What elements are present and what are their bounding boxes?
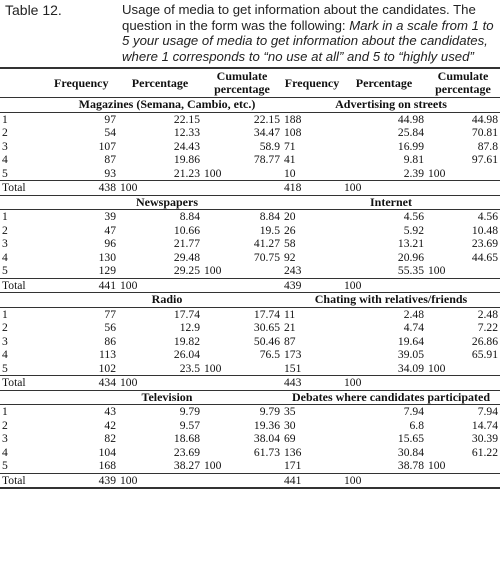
frequency-left-cell: 104 xyxy=(98,445,116,459)
percentage-right-cell: 38.78 xyxy=(397,459,424,472)
cumulate-right-cell: 14.74 xyxy=(471,418,498,432)
percentage-left-cell: 17.74 xyxy=(173,307,200,321)
scale-value-cell: 1 xyxy=(2,112,8,126)
table-row xyxy=(0,362,500,376)
total-frequency-right-cell: 439 xyxy=(282,278,342,293)
percentage-left-cell: 19.86 xyxy=(173,153,200,166)
total-percentage-left-cell: 100 xyxy=(118,376,202,391)
cumulate-right-cell: 23.69 xyxy=(471,237,498,250)
section-title-right: Advertising on streets xyxy=(282,98,500,113)
table-row xyxy=(0,251,500,265)
percentage-left-cell: 9.79 xyxy=(179,405,200,418)
table-row xyxy=(0,459,500,473)
cumulate-left-cell: 100 xyxy=(204,166,222,180)
scale-value-cell: 4 xyxy=(2,153,8,166)
percentage-right-cell: 7.94 xyxy=(403,405,424,418)
percentage-left-cell: 19.82 xyxy=(173,334,200,348)
total-percentage-right-cell: 100 xyxy=(342,473,426,488)
frequency-right-cell: 35 xyxy=(284,405,296,418)
header-blank xyxy=(0,68,52,98)
total-cumulate-right-cell xyxy=(426,278,500,293)
cumulate-left-cell: 100 xyxy=(204,361,222,375)
cumulate-left-cell: 17.74 xyxy=(253,307,280,321)
cumulate-right-cell: 10.48 xyxy=(471,223,498,237)
total-cumulate-left-cell xyxy=(202,473,282,488)
cumulate-left-cell: 9.79 xyxy=(259,405,280,418)
frequency-left-cell: 39 xyxy=(104,210,116,223)
total-percentage-left-cell: 100 xyxy=(118,473,202,488)
cumulate-right-cell: 100 xyxy=(428,459,446,472)
cumulate-left-cell: 22.15 xyxy=(253,112,280,126)
total-percentage-left-cell: 100 xyxy=(118,278,202,293)
frequency-left-cell: 86 xyxy=(104,334,116,348)
frequency-left-cell: 56 xyxy=(104,321,116,334)
cumulate-right-cell: 100 xyxy=(428,264,446,277)
frequency-left-cell: 107 xyxy=(98,139,116,153)
table-row xyxy=(0,112,500,126)
total-cumulate-right-cell xyxy=(426,473,500,488)
total-cumulate-right-cell xyxy=(426,181,500,196)
percentage-left-cell: 29.25 xyxy=(173,264,200,277)
header-row xyxy=(0,68,500,98)
cumulate-right-cell: 65.91 xyxy=(471,348,498,361)
table-row xyxy=(0,446,500,460)
percentage-right-cell: 4.56 xyxy=(403,210,424,223)
caption-plain-text: Usage of media to get information about the candidates. The question in the form was the following: xyxy=(122,2,476,33)
table-row xyxy=(0,237,500,251)
frequency-right-cell: 87 xyxy=(284,334,296,348)
scale-value-cell: 5 xyxy=(2,361,8,375)
frequency-left-cell: 77 xyxy=(104,307,116,321)
frequency-right-cell: 30 xyxy=(284,418,296,432)
cumulate-left-cell: 38.04 xyxy=(253,432,280,445)
total-frequency-right-cell: 441 xyxy=(282,473,342,488)
section-blank xyxy=(0,98,52,113)
cumulate-right-cell: 70.81 xyxy=(471,126,498,139)
frequency-left-cell: 87 xyxy=(104,153,116,166)
table-row xyxy=(0,307,500,321)
cumulate-left-cell: 41.27 xyxy=(253,237,280,250)
scale-value-cell: 2 xyxy=(2,321,8,334)
header-cumulate-right: Cumulate percentage xyxy=(426,68,500,98)
scale-value-cell: 3 xyxy=(2,432,8,445)
header-percentage-left: Percentage xyxy=(118,68,202,98)
percentage-right-cell: 16.99 xyxy=(397,139,424,153)
frequency-left-cell: 93 xyxy=(104,166,116,180)
cumulate-right-cell: 4.56 xyxy=(477,210,498,223)
table-row xyxy=(0,419,500,433)
section-header-row xyxy=(0,390,500,405)
percentage-right-cell: 2.39 xyxy=(403,166,424,180)
total-percentage-left-cell: 100 xyxy=(118,181,202,196)
table-row xyxy=(0,321,500,335)
percentage-right-cell: 4.74 xyxy=(403,321,424,334)
frequency-left-cell: 130 xyxy=(98,250,116,264)
cumulate-left-cell: 70.75 xyxy=(253,250,280,264)
scale-value-cell: 2 xyxy=(2,223,8,237)
cumulate-left-cell: 8.84 xyxy=(259,210,280,223)
percentage-left-cell: 26.04 xyxy=(173,348,200,361)
table-description xyxy=(122,2,498,64)
percentage-right-cell: 5.92 xyxy=(403,223,424,237)
total-cumulate-left-cell xyxy=(202,278,282,293)
frequency-right-cell: 243 xyxy=(284,264,302,277)
total-frequency-left-cell: 434 xyxy=(52,376,118,391)
frequency-right-cell: 188 xyxy=(284,112,302,126)
table-row xyxy=(0,224,500,238)
percentage-left-cell: 12.33 xyxy=(173,126,200,139)
total-row xyxy=(0,376,500,391)
section-title-left: Newspapers xyxy=(52,195,282,210)
frequency-left-cell: 54 xyxy=(104,126,116,139)
section-title-right: Chating with relatives/friends xyxy=(282,293,500,308)
frequency-left-cell: 129 xyxy=(98,264,116,277)
section-title-right: Internet xyxy=(282,195,500,210)
frequency-right-cell: 41 xyxy=(284,153,296,166)
percentage-left-cell: 18.68 xyxy=(173,432,200,445)
percentage-left-cell: 23.5 xyxy=(179,361,200,375)
total-frequency-left-cell: 441 xyxy=(52,278,118,293)
total-cumulate-left-cell xyxy=(202,181,282,196)
scale-value-cell: 1 xyxy=(2,405,8,418)
table-row xyxy=(0,432,500,446)
section-blank xyxy=(0,390,52,405)
cumulate-right-cell: 30.39 xyxy=(471,432,498,445)
frequency-left-cell: 42 xyxy=(104,418,116,432)
total-frequency-right-cell: 418 xyxy=(282,181,342,196)
percentage-left-cell: 24.43 xyxy=(173,139,200,153)
percentage-left-cell: 21.23 xyxy=(173,166,200,180)
section-header-row xyxy=(0,195,500,210)
total-frequency-left-cell: 438 xyxy=(52,181,118,196)
scale-value-cell: 5 xyxy=(2,459,8,472)
scale-value-cell: 4 xyxy=(2,445,8,459)
section-header-row xyxy=(0,293,500,308)
cumulate-right-cell: 26.86 xyxy=(471,334,498,348)
scale-value-cell: 1 xyxy=(2,307,8,321)
table-row xyxy=(0,335,500,349)
cumulate-right-cell: 97.61 xyxy=(471,153,498,166)
section-blank xyxy=(0,195,52,210)
table-row xyxy=(0,140,500,154)
cumulate-right-cell: 44.98 xyxy=(471,112,498,126)
frequency-right-cell: 173 xyxy=(284,348,302,361)
table-row xyxy=(0,126,500,140)
total-percentage-right-cell: 100 xyxy=(342,376,426,391)
section-blank xyxy=(0,293,52,308)
percentage-left-cell: 12.9 xyxy=(179,321,200,334)
percentage-right-cell: 20.96 xyxy=(397,250,424,264)
percentage-right-cell: 15.65 xyxy=(397,432,424,445)
cumulate-left-cell: 100 xyxy=(204,459,222,472)
scale-value-cell: 1 xyxy=(2,210,8,223)
scale-value-cell: 4 xyxy=(2,348,8,361)
frequency-left-cell: 97 xyxy=(104,112,116,126)
table-number: Table 12. xyxy=(5,2,62,18)
cumulate-right-cell: 2.48 xyxy=(477,307,498,321)
table-row xyxy=(0,153,500,167)
table-body xyxy=(0,98,500,489)
cumulate-left-cell: 50.46 xyxy=(253,334,280,348)
frequency-left-cell: 168 xyxy=(98,459,116,472)
frequency-left-cell: 82 xyxy=(104,432,116,445)
cumulate-right-cell: 87.8 xyxy=(477,139,498,153)
frequency-right-cell: 11 xyxy=(284,307,296,321)
section-title-right: Debates where candidates participated xyxy=(282,390,500,405)
table-row xyxy=(0,167,500,181)
cumulate-left-cell: 61.73 xyxy=(253,445,280,459)
scale-value-cell: 3 xyxy=(2,334,8,348)
scale-value-cell: 5 xyxy=(2,264,8,277)
frequency-right-cell: 21 xyxy=(284,321,296,334)
total-label-cell: Total xyxy=(0,278,52,293)
percentage-right-cell: 34.09 xyxy=(397,361,424,375)
percentage-right-cell: 25.84 xyxy=(397,126,424,139)
frequency-right-cell: 10 xyxy=(284,166,296,180)
cumulate-right-cell: 61.22 xyxy=(471,445,498,459)
section-title-left: Television xyxy=(52,390,282,405)
percentage-left-cell: 8.84 xyxy=(179,210,200,223)
frequency-right-cell: 26 xyxy=(284,223,296,237)
frequency-right-cell: 108 xyxy=(284,126,302,139)
total-row xyxy=(0,181,500,196)
total-percentage-right-cell: 100 xyxy=(342,278,426,293)
total-row xyxy=(0,278,500,293)
section-title-left: Magazines (Semana, Cambio, etc.) xyxy=(52,98,282,113)
percentage-left-cell: 10.66 xyxy=(173,223,200,237)
total-row xyxy=(0,473,500,488)
total-label-cell: Total xyxy=(0,376,52,391)
frequency-right-cell: 71 xyxy=(284,139,296,153)
percentage-right-cell: 6.8 xyxy=(409,418,424,432)
percentage-left-cell: 23.69 xyxy=(173,445,200,459)
table-caption xyxy=(0,0,500,64)
table-row xyxy=(0,348,500,362)
total-frequency-right-cell: 443 xyxy=(282,376,342,391)
header-cumulate-left: Cumulate percentage xyxy=(202,68,282,98)
cumulate-right-cell: 100 xyxy=(428,166,446,180)
percentage-left-cell: 38.27 xyxy=(173,459,200,472)
table-row xyxy=(0,264,500,278)
cumulate-right-cell: 100 xyxy=(428,361,446,375)
frequency-right-cell: 151 xyxy=(284,361,302,375)
percentage-right-cell: 30.84 xyxy=(397,445,424,459)
caption-italic-text: Mark in a scale from 1 to 5 your usage of media to get information about the candidates, where 1 corresponds to “no use at all” and 5 to “highly used” xyxy=(122,17,494,64)
scale-value-cell: 5 xyxy=(2,166,8,180)
cumulate-left-cell: 19.5 xyxy=(259,223,280,237)
total-label-cell: Total xyxy=(0,473,52,488)
cumulate-right-cell: 44.65 xyxy=(471,250,498,264)
cumulate-left-cell: 58.9 xyxy=(259,139,280,153)
frequency-right-cell: 20 xyxy=(284,210,296,223)
percentage-right-cell: 44.98 xyxy=(397,112,424,126)
cumulate-left-cell: 78.77 xyxy=(253,153,280,166)
cumulate-left-cell: 34.47 xyxy=(253,126,280,139)
header-frequency-right: Frequency xyxy=(282,68,342,98)
table-row xyxy=(0,405,500,419)
percentage-right-cell: 55.35 xyxy=(397,264,424,277)
frequency-right-cell: 92 xyxy=(284,250,296,264)
section-header-row xyxy=(0,98,500,113)
total-cumulate-right-cell xyxy=(426,376,500,391)
frequency-left-cell: 43 xyxy=(104,405,116,418)
frequency-left-cell: 47 xyxy=(104,223,116,237)
cumulate-right-cell: 7.22 xyxy=(477,321,498,334)
total-label-cell: Total xyxy=(0,181,52,196)
cumulate-right-cell: 7.94 xyxy=(477,405,498,418)
scale-value-cell: 3 xyxy=(2,237,8,250)
scale-value-cell: 2 xyxy=(2,418,8,432)
percentage-left-cell: 29.48 xyxy=(173,250,200,264)
media-usage-table xyxy=(0,67,500,489)
total-cumulate-left-cell xyxy=(202,376,282,391)
scale-value-cell: 4 xyxy=(2,250,8,264)
header-frequency-left: Frequency xyxy=(52,68,118,98)
table-row xyxy=(0,210,500,224)
scale-value-cell: 2 xyxy=(2,126,8,139)
percentage-right-cell: 2.48 xyxy=(403,307,424,321)
frequency-right-cell: 69 xyxy=(284,432,296,445)
cumulate-left-cell: 100 xyxy=(204,264,222,277)
percentage-right-cell: 9.81 xyxy=(403,153,424,166)
scale-value-cell: 3 xyxy=(2,139,8,153)
percentage-left-cell: 22.15 xyxy=(173,112,200,126)
total-percentage-right-cell: 100 xyxy=(342,181,426,196)
percentage-left-cell: 21.77 xyxy=(173,237,200,250)
frequency-right-cell: 58 xyxy=(284,237,296,250)
percentage-left-cell: 9.57 xyxy=(179,418,200,432)
frequency-left-cell: 113 xyxy=(99,348,116,361)
frequency-right-cell: 136 xyxy=(284,445,302,459)
frequency-right-cell: 171 xyxy=(284,459,302,472)
percentage-right-cell: 39.05 xyxy=(397,348,424,361)
total-frequency-left-cell: 439 xyxy=(52,473,118,488)
section-title-left: Radio xyxy=(52,293,282,308)
percentage-right-cell: 13.21 xyxy=(397,237,424,250)
frequency-left-cell: 96 xyxy=(104,237,116,250)
cumulate-left-cell: 76.5 xyxy=(259,348,280,361)
header-percentage-right: Percentage xyxy=(342,68,426,98)
cumulate-left-cell: 19.36 xyxy=(253,418,280,432)
frequency-left-cell: 102 xyxy=(98,361,116,375)
cumulate-left-cell: 30.65 xyxy=(253,321,280,334)
percentage-right-cell: 19.64 xyxy=(397,334,424,348)
